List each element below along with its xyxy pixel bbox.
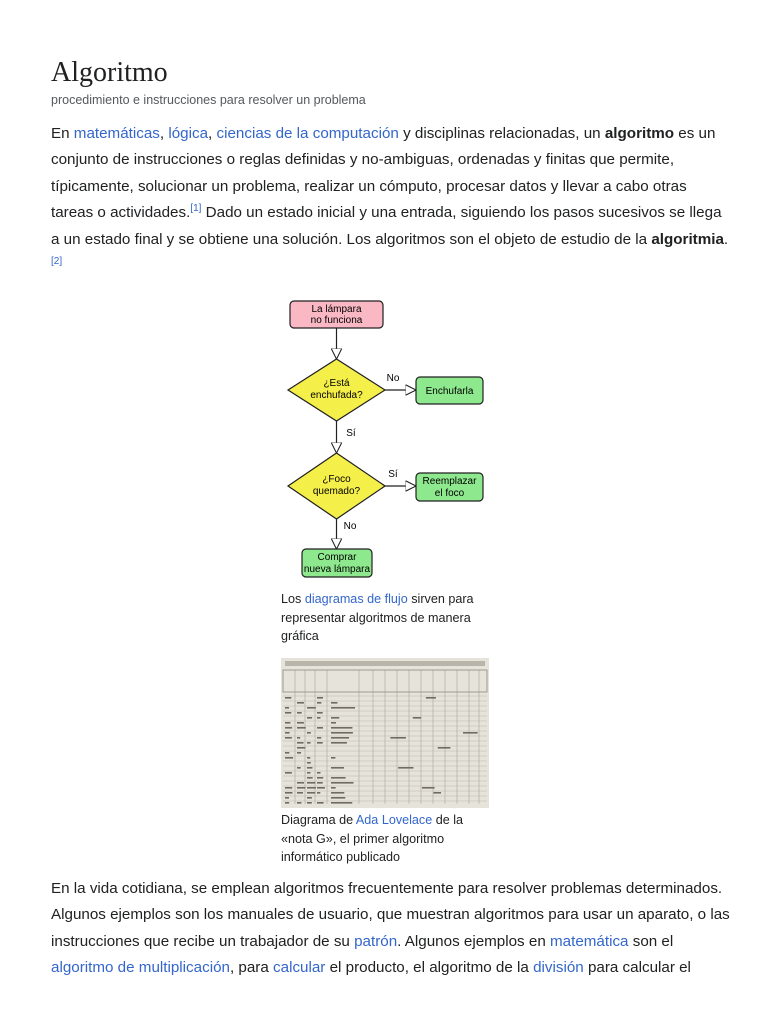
note-g-scan xyxy=(281,658,489,808)
table-entry xyxy=(317,727,323,729)
table-entry xyxy=(317,742,323,744)
flowchart-start-line2: no funciona xyxy=(310,315,363,326)
table-entry xyxy=(463,732,478,734)
table-entry xyxy=(331,792,344,794)
table-entry xyxy=(317,782,323,784)
reference-link-2[interactable]: [2] xyxy=(51,255,63,267)
table-entry xyxy=(297,747,305,749)
flowchart-label-si-1: Sí xyxy=(346,428,356,439)
flowchart-decision-1-line1: ¿Está xyxy=(323,378,350,389)
text-span: , xyxy=(159,125,169,142)
note-g-table-drawing xyxy=(281,658,489,808)
table-entry xyxy=(331,732,353,734)
link-division[interactable]: división xyxy=(533,959,584,977)
table-entry xyxy=(331,787,336,789)
table-entry xyxy=(297,722,304,724)
table-entry xyxy=(307,792,315,794)
link-patron[interactable]: patrón xyxy=(354,932,398,950)
table-entry xyxy=(307,782,315,784)
table-entry xyxy=(297,792,303,794)
table-entry xyxy=(285,787,292,789)
text-span: es un conjunto de instrucciones o reglas definidas y no-ambiguas, ordenadas y finitas que permite, típicamente, solucionar un problema, realizar un cómputo, procesar datos y llevar a cabo otras tareas o actividades. xyxy=(51,125,716,222)
table-entry xyxy=(285,712,291,714)
table-entry xyxy=(285,797,289,799)
flowchart-label-no-2: No xyxy=(343,521,357,532)
table-entry xyxy=(331,782,353,784)
table-entry xyxy=(317,787,325,789)
table-entry xyxy=(297,802,301,804)
text-span: Los xyxy=(281,592,305,606)
table-entry xyxy=(438,747,451,749)
table-entry xyxy=(307,742,311,744)
link-matematicas[interactable]: matemáticas xyxy=(73,125,160,142)
text-span: de la «nota G», el primer algoritmo informático publicado xyxy=(281,813,464,864)
reference-2 xyxy=(51,256,62,267)
text-span: . xyxy=(723,230,729,248)
flowchart-label-no-1: No xyxy=(386,373,400,384)
table-entry xyxy=(390,737,406,739)
table-entry xyxy=(307,707,316,709)
page-subtitle: procedimiento e instrucciones para resolver un problema xyxy=(51,93,366,107)
flowchart-end-line1: Comprar xyxy=(317,552,357,563)
table-entry xyxy=(307,732,311,734)
table-entry xyxy=(331,722,336,724)
table-entry xyxy=(317,802,324,804)
table-entry xyxy=(297,742,304,744)
text-span: el producto, el algoritmo de la xyxy=(325,959,534,977)
bold-algoritmia: algoritmia xyxy=(651,230,724,248)
table-entry xyxy=(317,777,323,779)
text-span: son el xyxy=(628,932,674,950)
flowchart-decision-2-line2: quemado? xyxy=(312,486,361,497)
flowchart-label-si-2: Sí xyxy=(388,469,398,480)
table-entry xyxy=(433,792,441,794)
table-entry xyxy=(285,732,290,734)
table-entry xyxy=(285,752,289,754)
table-entry xyxy=(307,777,313,779)
text-span: , xyxy=(208,125,217,142)
flowchart-action-1-label: Enchufarla xyxy=(425,386,474,397)
table-entry xyxy=(307,802,312,804)
link-ada-lovelace[interactable]: Ada Lovelace xyxy=(355,813,433,827)
bold-algoritmo: algoritmo xyxy=(604,125,675,142)
table-entry xyxy=(317,772,320,774)
table-entry xyxy=(317,712,323,714)
table-entry xyxy=(331,767,344,769)
flowchart-figure[interactable] xyxy=(281,292,491,582)
table-entry xyxy=(307,757,310,759)
table-entry xyxy=(285,697,291,699)
flowchart-caption xyxy=(281,590,481,646)
table-entry xyxy=(331,707,355,709)
table-entry xyxy=(297,737,300,739)
link-ciencias-computacion[interactable]: ciencias de la computación xyxy=(216,125,399,142)
table-entry xyxy=(331,802,352,804)
flowchart-action-2-line1: Reemplazar xyxy=(422,476,477,487)
table-entry xyxy=(331,727,352,729)
table-entry xyxy=(331,742,347,744)
table-entry xyxy=(285,757,293,759)
flowchart-end-line2: nueva lámpara xyxy=(303,564,371,575)
text-span: Diagrama de xyxy=(281,813,356,827)
ada-lovelace-note-g-image[interactable] xyxy=(281,658,489,808)
body-paragraph-2 xyxy=(51,876,731,982)
text-span: y disciplinas relacionadas, un xyxy=(398,125,605,142)
table-entry xyxy=(331,717,339,719)
table-entry xyxy=(297,712,302,714)
text-span: para calcular el xyxy=(583,959,691,977)
page-title: Algoritmo xyxy=(51,57,168,88)
flowchart-start-line1: La lámpara xyxy=(311,304,362,315)
table-entry xyxy=(331,702,337,704)
table-entry xyxy=(331,757,335,759)
table-entry xyxy=(285,737,292,739)
text-span: . Algunos ejemplos en xyxy=(397,932,550,950)
table-entry xyxy=(307,767,312,769)
table-entry xyxy=(317,737,321,739)
table-entry xyxy=(331,737,349,739)
table-entry xyxy=(422,787,435,789)
table-entry xyxy=(413,717,421,719)
flowchart-action-2-line2: el foco xyxy=(434,488,465,499)
table-entry xyxy=(285,792,293,794)
table-entry xyxy=(331,797,345,799)
table-entry xyxy=(307,762,311,764)
table-entry xyxy=(317,717,320,719)
table-entry xyxy=(285,727,292,729)
table-entry xyxy=(285,772,292,774)
note-g-caption xyxy=(281,811,481,867)
flowchart-decision-2-line1: ¿Foco xyxy=(322,474,351,485)
table-entry xyxy=(307,717,312,719)
intro-paragraph xyxy=(51,121,731,279)
table-entry xyxy=(297,752,301,754)
table-entry xyxy=(285,802,289,804)
link-diagramas-de-flujo[interactable]: diagramas de flujo xyxy=(304,592,408,606)
text-span: Dado un estado inicial y una entrada, siguiendo los pasos sucesivos se llega a un estado final y se obtiene una solución. Los algoritmos son el objeto de estudio de la xyxy=(51,204,722,248)
link-calcular[interactable]: calcular xyxy=(273,959,326,977)
table-entry xyxy=(426,697,436,699)
table-entry xyxy=(297,787,305,789)
flowchart-diagram xyxy=(281,292,491,582)
table-entry xyxy=(307,787,316,789)
flowchart-decision-1-line2: enchufada? xyxy=(310,390,363,401)
table-entry xyxy=(317,792,320,794)
table-entry xyxy=(297,727,306,729)
table-entry xyxy=(285,722,290,724)
reference-link-1[interactable]: [1] xyxy=(190,203,202,215)
link-algoritmo-de-multiplicacion[interactable]: algoritmo de multiplicación xyxy=(51,959,230,977)
table-entry xyxy=(398,767,413,769)
link-matematica[interactable]: matemática xyxy=(550,932,629,950)
reference-1 xyxy=(190,203,201,214)
text-span: En la vida cotidiana, se emplean algoritmos frecuentemente para resolver problemas determinados. Algunos ejemplos son los manuales de usuario, que muestran algoritmos para usar un aparato, o las instrucciones que recibe un trabajador de su xyxy=(51,880,730,950)
text-span: , para xyxy=(229,959,274,977)
table-entry xyxy=(297,782,304,784)
table-entry xyxy=(285,707,289,709)
table-entry xyxy=(297,767,301,769)
table-entry xyxy=(307,772,310,774)
table-entry xyxy=(317,697,323,699)
text-span: En xyxy=(51,125,74,142)
table-entry xyxy=(307,797,312,799)
table-entry xyxy=(297,702,304,704)
text-span: sirven para representar algoritmos de manera gráfica xyxy=(281,592,474,643)
table-entry xyxy=(317,702,321,704)
table-entry xyxy=(331,777,346,779)
link-logica[interactable]: lógica xyxy=(168,125,209,142)
